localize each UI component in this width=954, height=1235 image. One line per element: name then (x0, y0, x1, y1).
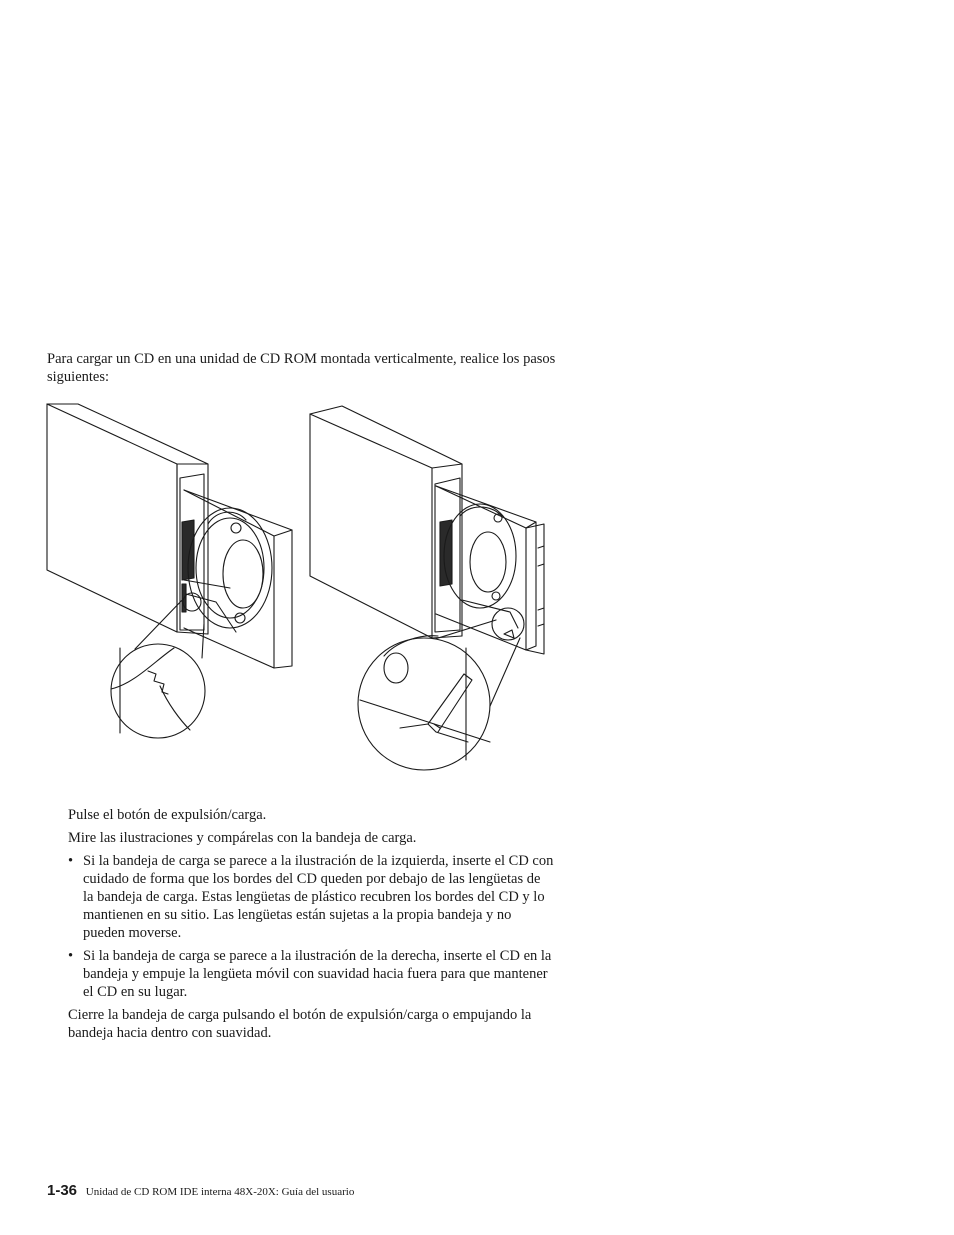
footer-title: Unidad de CD ROM IDE interna 48X-20X: Guía del usuario (85, 1186, 355, 1198)
step-press-eject: Pulse el botón de expulsión/carga. (68, 807, 267, 823)
bullet-left-illustration (68, 852, 554, 942)
left-drive-fixed-tabs (47, 404, 292, 738)
step-close-tray: Cierre la bandeja de carga pulsando el botón de expulsión/carga o empujando la bandeja hacia dentro con suavidad. (68, 1007, 532, 1041)
bullet-right-illustration (68, 947, 554, 1001)
right-drive-movable-tab (310, 406, 544, 770)
intro-paragraph: Para cargar un CD en una unidad de CD ROM montada verticalmente, realice los pasos siguientes: (47, 351, 556, 385)
page-footer (47, 1181, 354, 1202)
tray-type-bullets (68, 852, 554, 1001)
steps-list (68, 806, 554, 1047)
bullet-left-text: Si la bandeja de carga se parece a la ilustración de la izquierda, inserte el CD con cuidado de forma que los bordes del CD queden por debajo de las lengüetas de la bandeja de carga. Estas lengüetas de plástico recubren los bordes del CD y lo mantienen en su sitio. Las lengüetas están sujetas a la propia bandeja y no pueden moverse. (83, 853, 554, 941)
step-compare-illustrations: Mire las ilustraciones y compárelas con la bandeja de carga. (68, 830, 417, 846)
bullet-right-text: Si la bandeja de carga se parece a la ilustración de la derecha, inserte el CD en la bandeja y empuje la lengüeta móvil con suavidad hacia fuera para que mantener el CD en su lugar. (83, 948, 552, 1000)
page-number: 1-36 (47, 1182, 78, 1199)
vertical-drive-diagram (40, 398, 560, 773)
cd-tray-illustrations (40, 398, 560, 773)
bullet-dot-icon: • (68, 948, 74, 964)
bullet-dot-icon: • (68, 853, 74, 869)
